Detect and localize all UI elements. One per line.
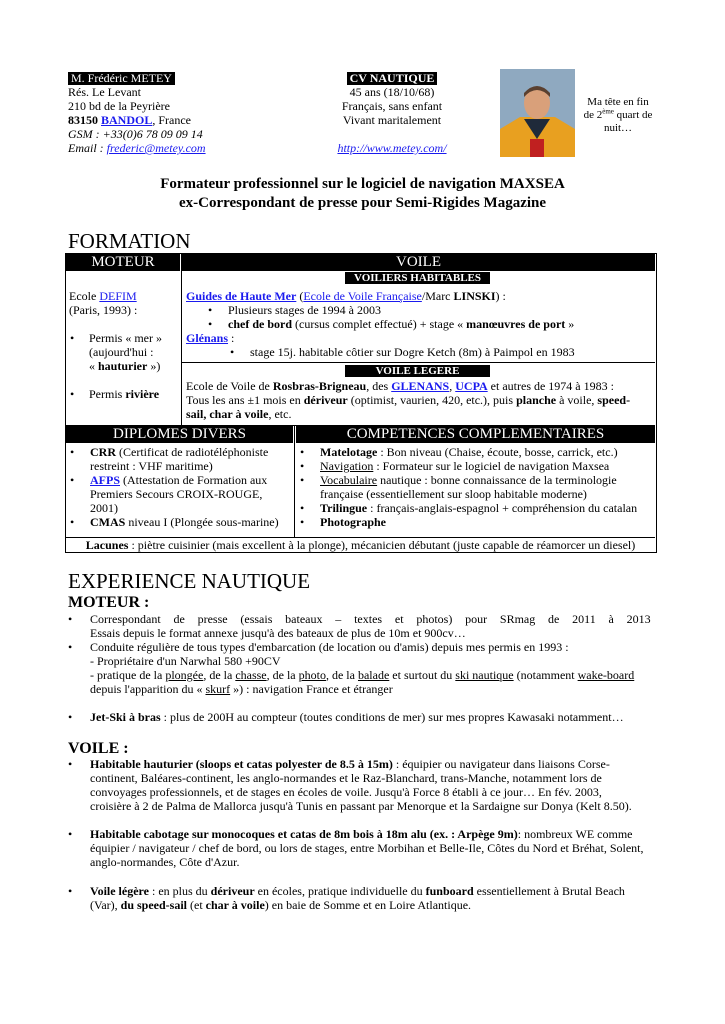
lacunes-text: : piètre cuisinier (mais excellent à la plonge), mécanicien débutant (juste capable de réamorcer un diesel): [128, 538, 636, 552]
voc-rest-2: française (essentiellement sur sloop habitable moderne): [320, 487, 587, 501]
voiliers-item-3: • stage 15j. habitable côtier sur Dogre Ketch (8m) à Paimpol en 1983: [230, 345, 575, 359]
address-line-1: Rés. Le Levant: [68, 85, 141, 99]
photo-caption: [578, 96, 658, 135]
voc-rest-1: nautique : bonne connaissance de la terminologie: [377, 473, 617, 487]
gsm: GSM : +33(0)6 78 09 09 14: [68, 127, 203, 141]
email-label: Email :: [68, 141, 107, 155]
moteur-subheading: MOTEUR :: [68, 594, 150, 611]
v3-deriveur: dériveur: [210, 884, 255, 898]
afps-link[interactable]: AFPS: [90, 473, 120, 487]
address-line-2: 210 bd de la Peyrière: [68, 99, 170, 113]
legere-l1-pre: Ecole de Voile de: [186, 379, 273, 393]
m2-l3-e: et surtout du: [389, 668, 456, 682]
ghm-link[interactable]: Guides de Haute Mer: [186, 289, 297, 303]
voile-legere-column: [186, 379, 654, 421]
item2-mid: (cursus complet effectué) + stage «: [292, 317, 467, 331]
voile-divider: [182, 362, 655, 363]
voile-legere: Voile légère: [90, 884, 149, 898]
matelotage: Matelotage: [320, 445, 378, 459]
photographe: Photographe: [320, 515, 386, 529]
v3-l2-a: (Var),: [90, 898, 121, 912]
ucpa-link[interactable]: UCPA: [455, 379, 488, 393]
v3-l2-c: (et: [187, 898, 206, 912]
habitable-hauturier: Habitable hauturier (sloops et catas polyester de 8.5 à 15m): [90, 757, 393, 771]
crr: CRR: [90, 445, 116, 459]
exp-voile-1: • Habitable hauturier (sloops et catas polyester de 8.5 à 15m) : équipier ou navigateur dans liaisons Corse- continent, Baléares-continent, les anglo-normandes et le Raz-Blanchard, trans-Manche, notamment lors de convoyages professionnels, et de stages en écoles de voile. Jusqu'à Force 8 établi à ce jour… En fév. 2003, croisière à 2 de Palma de Mallorca jusqu'à Tunis en passant par Menorque et la Sardaigne sur Donya (Kelt 8.50).: [68, 757, 632, 813]
competences-column: [298, 445, 654, 529]
diplomes-bar: DIPLOMES DIVERS: [66, 426, 293, 443]
v2-l3: anglo-normandes, Côte d'Azur.: [90, 855, 240, 869]
mat-rest: : Bon niveau (Chaise, écoute, bosse, carrick, etc.): [377, 445, 618, 459]
permis-mer: [67, 331, 181, 373]
exp-voile-3: • Voile légère : en plus du dériveur en écoles, pratique individuelle du funboard essentiellement à Brutal Beach (Var), du speed-sail (et char à voile) en baie de Somme et en Loire Atlantique.: [68, 884, 625, 912]
competences-bar: COMPETENCES COMPLEMENTAIRES: [296, 426, 655, 443]
m2-l3: [90, 668, 634, 682]
v1-l3: convoyages professionnels, et de stages en écoles de voile. Jusqu'à Force 8 établi à ce jour… En fév. 2003,: [90, 785, 602, 799]
moteur-experience: [68, 612, 656, 696]
cmas: CMAS: [90, 515, 126, 529]
speed: speed-: [597, 393, 631, 407]
glenans-link[interactable]: Glénans: [186, 331, 229, 345]
tri-rest: : français-anglais-espagnol + compréhension du catalan: [367, 501, 638, 515]
balade: balade: [357, 668, 390, 682]
marc-text: /Marc: [421, 289, 454, 303]
diplome-crr: • CRR (Certificat de radiotéléphoniste restreint : VHF maritime): [70, 445, 269, 473]
caption-2a: de 2: [583, 109, 603, 121]
permis-mer-1: Permis « mer »: [89, 331, 162, 345]
voiliers-item-3-text: stage 15j. habitable côtier sur Dogre Ketch (8m) à Paimpol en 1983: [250, 345, 575, 359]
v1-l1-rest: : équipier ou navigateur dans liaisons Corse-: [392, 757, 610, 771]
permis-mer-3-post: »): [147, 359, 161, 373]
legere-l2-end: à voile,: [556, 393, 598, 407]
caption-sup: ème: [602, 107, 614, 116]
crr-1: (Certificat de radiotéléphoniste: [116, 445, 269, 459]
moteur-bar: MOTEUR: [66, 254, 180, 271]
postcode: 83150: [68, 113, 98, 127]
cv-label: CV NAUTIQUE: [347, 72, 438, 85]
lacunes: [66, 538, 655, 552]
cv-block: [322, 71, 462, 155]
planche: planche: [516, 393, 557, 407]
school-prefix: Ecole: [69, 289, 100, 303]
exp-moteur-1: • Correspondant de presse (essais bateaux – textes et photos) pour SRmag de 2011 à 2013 Essais depuis le format annexe jusqu'à des bateaux de plus de 10m et 900cv…: [68, 612, 651, 640]
profile-photo: [500, 69, 575, 157]
title-line-1: Formateur professionnel sur le logiciel de navigation MAXSEA: [160, 176, 565, 192]
legere-des: , des: [366, 379, 392, 393]
caption-line-2: [578, 109, 658, 122]
rosbras: Rosbras-Brigneau: [272, 379, 367, 393]
m1-l2: Essais depuis le format annexe jusqu'à des bateaux de plus de 10m et 900cv…: [90, 626, 466, 640]
city-link[interactable]: BANDOL: [101, 113, 153, 127]
competence-navigation: • Navigation : Formateur sur le logiciel de navigation Maxsea: [300, 459, 610, 473]
diplome-cmas: • CMAS niveau I (Plongée sous-marine): [70, 515, 279, 529]
school-place: (Paris, 1993) :: [69, 303, 138, 317]
caption-line-3: nuit…: [603, 122, 633, 134]
glenans-link-2[interactable]: GLENANS: [391, 379, 450, 393]
manoeuvres: manœuvres de port: [466, 317, 566, 331]
funboard: funboard: [425, 884, 474, 898]
name-label: M. Frédéric METEY: [68, 72, 175, 85]
v3-c: en écoles, pratique individuelle du: [254, 884, 426, 898]
wake-board: wake-board: [577, 668, 635, 682]
legere-comma: ,: [449, 379, 456, 393]
cmas-rest: niveau I (Plongée sous-marine): [125, 515, 279, 529]
competence-matelotage: • Matelotage : Bon niveau (Chaise, écoute, bosse, carrick, etc.): [300, 445, 618, 459]
char-a-voile: char à voile: [205, 898, 265, 912]
m2-l3-c: , de la: [266, 668, 299, 682]
navigation: Navigation: [320, 459, 374, 473]
legere-l1-end: et autres de 1974 à 1983 :: [487, 379, 614, 393]
moteur-column: [69, 289, 181, 401]
permis-mer-3-pre: «: [89, 359, 98, 373]
competence-vocabulaire: • Vocabulaire nautique : bonne connaissance de la terminologie française (essentiellement sur sloop habitable moderne): [300, 473, 617, 501]
item2-end: »: [565, 317, 575, 331]
deriveur: dériveur: [303, 393, 348, 407]
m3-rest: : plus de 200H au compteur (toutes conditions de mer) sur mes propres Kawasaki notamment…: [160, 710, 624, 724]
afps-2: Premiers Secours CROIX-ROUGE,: [90, 487, 263, 501]
m2-l3-a: - pratique de la: [90, 668, 166, 682]
glenans-colon: :: [228, 331, 235, 345]
m2-l4-b: ») : navigation France et étranger: [230, 682, 393, 696]
formation-heading: FORMATION: [68, 229, 191, 253]
caption-2b: quart de: [613, 109, 653, 121]
chasse: chasse: [235, 668, 267, 682]
jet-ski: Jet-Ski à bras: [90, 710, 161, 724]
age: 45 ans (18/10/68): [349, 85, 435, 99]
speed-sail: du speed-sail: [120, 898, 188, 912]
v3-a: : en plus du: [148, 884, 211, 898]
experience-heading: EXPERIENCE NAUTIQUE: [68, 569, 311, 593]
crr-2: restreint : VHF maritime): [90, 459, 213, 473]
ghm-paren: (: [296, 289, 304, 303]
afps-3: 2001): [90, 501, 118, 515]
competence-trilingue: • Trilingue : français-anglais-espagnol + compréhension du catalan: [300, 501, 638, 515]
permis-mer-2: (aujourd'hui :: [89, 345, 154, 359]
diplomes-column: [68, 445, 294, 529]
vocabulaire: Vocabulaire: [320, 473, 378, 487]
photo: photo: [298, 668, 326, 682]
voile-legere-bar: VOILE LEGERE: [345, 365, 490, 377]
legere-l3-end: , etc.: [268, 407, 292, 421]
voile-bar: VOILE: [182, 254, 655, 271]
trilingue: Trilingue: [320, 501, 368, 515]
voile-subheading: VOILE :: [68, 740, 129, 757]
voiliers-column: [186, 289, 654, 359]
efv-link[interactable]: Ecole de Voile Française: [303, 289, 422, 303]
email-line: [68, 141, 206, 155]
v3-d: essentiellement à Brutal Beach: [473, 884, 625, 898]
linski: LINSKI: [453, 289, 496, 303]
m2-l1: Conduite régulière de tous types d'embarcation (de location ou d'amis) depuis mes permis en 1993 :: [90, 640, 569, 654]
ghm-close: ) :: [495, 289, 506, 303]
email-link[interactable]: frederic@metey.com: [106, 141, 206, 155]
v1-l4: croisière à 2 de Palma de Mallorca jusqu'à Tunis en passant par Menorque et la Sardaigne sur Donya (Kelt 8.50).: [90, 799, 632, 813]
website-link[interactable]: http://www.metey.com/: [337, 141, 447, 155]
marital-status: Vivant maritalement: [342, 113, 442, 127]
family-status: Français, sans enfant: [341, 99, 443, 113]
chef-de-bord: chef de bord: [228, 317, 292, 331]
v2-l2: équipier / navigateur / chef de bord, ou lors de stages, entre Morbihan et Belle-Ile, Côtes du Nord et Bréhat, Solent,: [90, 841, 644, 855]
m2-l3-b: , de la: [203, 668, 236, 682]
v2-l1-rest: : nombreux WE comme: [517, 827, 633, 841]
voiliers-item-1-text: Plusieurs stages de 1994 à 2003: [228, 303, 381, 317]
voiliers-item-2: • chef de bord (cursus complet effectué) + stage « manœuvres de port »: [208, 317, 575, 331]
m1-l1: Correspondant de presse (essais bateaux – textes et photos) pour SRmag de 2011 à 2013: [90, 612, 651, 626]
contact-block: [68, 71, 206, 155]
defim-link[interactable]: DEFIM: [99, 289, 137, 303]
voiliers-item-1: • Plusieurs stages de 1994 à 2003: [208, 303, 381, 317]
legere-l2-pre: Tous les ans ±1 mois en: [186, 393, 304, 407]
competence-photographe: • Photographe: [300, 515, 386, 529]
city-line: [68, 113, 206, 127]
m2-l3-d: , de la: [325, 668, 358, 682]
title-line-2: ex-Correspondant de presse pour Semi-Rigides Magazine: [178, 195, 547, 211]
m2-l3-f: (notamment: [513, 668, 578, 682]
sail-char: sail, char à voile: [186, 407, 269, 421]
v1-l2: continent, Baléares-continent, les anglo-normandes et le Raz-Blanchard, trans-Manche, notamment lors de: [90, 771, 602, 785]
skurf: skurf: [205, 682, 231, 696]
legere-l2-mid: (optimist, vaurien, 420, etc.), puis: [347, 393, 517, 407]
nav-rest: : Formateur sur le logiciel de navigation Maxsea: [373, 459, 610, 473]
country: , France: [152, 113, 191, 127]
sailor-photo-icon: [500, 69, 575, 157]
permis-mer-3-b: hauturier: [98, 359, 148, 373]
vertical-divider-1: [181, 254, 182, 425]
exp-moteur-3: • Jet-Ski à bras : plus de 200H au compteur (toutes conditions de mer) sur mes propres Kawasaki notamment…: [68, 710, 624, 724]
habitable-cabotage: Habitable cabotage sur monocoques et catas de 8m bois à 18m alu (ex. : Arpège 9m): [90, 827, 518, 841]
exp-voile-2: • Habitable cabotage sur monocoques et catas de 8m bois à 18m alu (ex. : Arpège 9m): nombreux WE comme équipier / navigateur / chef de bord, ou lors de stages, entre Morbihan et Belle-Ile, Côtes du Nord et Bréhat, Solent, anglo-normandes, Côte d'Azur.: [68, 827, 644, 869]
m2-l4-a: depuis l'apparition du «: [90, 682, 206, 696]
ski-nautique: ski nautique: [455, 668, 514, 682]
m2-l2: - Propriétaire d'un Narwhal 580 +90CV: [90, 654, 281, 668]
voiliers-habitables-bar: VOILIERS HABITABLES: [345, 272, 490, 284]
afps-1: (Attestation de Formation aux: [120, 473, 268, 487]
lacunes-label: Lacunes: [85, 538, 129, 552]
v3-l2-d: ) en baie de Somme et en Loire Atlantique.: [264, 898, 472, 912]
exp-moteur-2: • Conduite régulière de tous types d'embarcation (de location ou d'amis) depuis mes permis en 1993 : - Propriétaire d'un Narwhal 580 +90CV - pratique de la plongée, de la chasse, de la photo, de la balade et surtout du ski nautique (notamment wake-board depuis l'apparition du « skurf ») : navigation France et étranger: [68, 640, 635, 696]
vertical-divider-2: [294, 426, 295, 537]
m2-l4: [90, 682, 393, 696]
caption-line-1: Ma tête en fin: [587, 96, 649, 108]
permis-riviere-b: rivière: [125, 387, 160, 401]
plongee: plongée: [165, 668, 204, 682]
diplome-afps: • AFPS (Attestation de Formation aux Premiers Secours CROIX-ROUGE, 2001): [70, 473, 268, 515]
permis-riviere: [67, 387, 181, 401]
permis-riviere-pre: Permis: [89, 387, 126, 401]
